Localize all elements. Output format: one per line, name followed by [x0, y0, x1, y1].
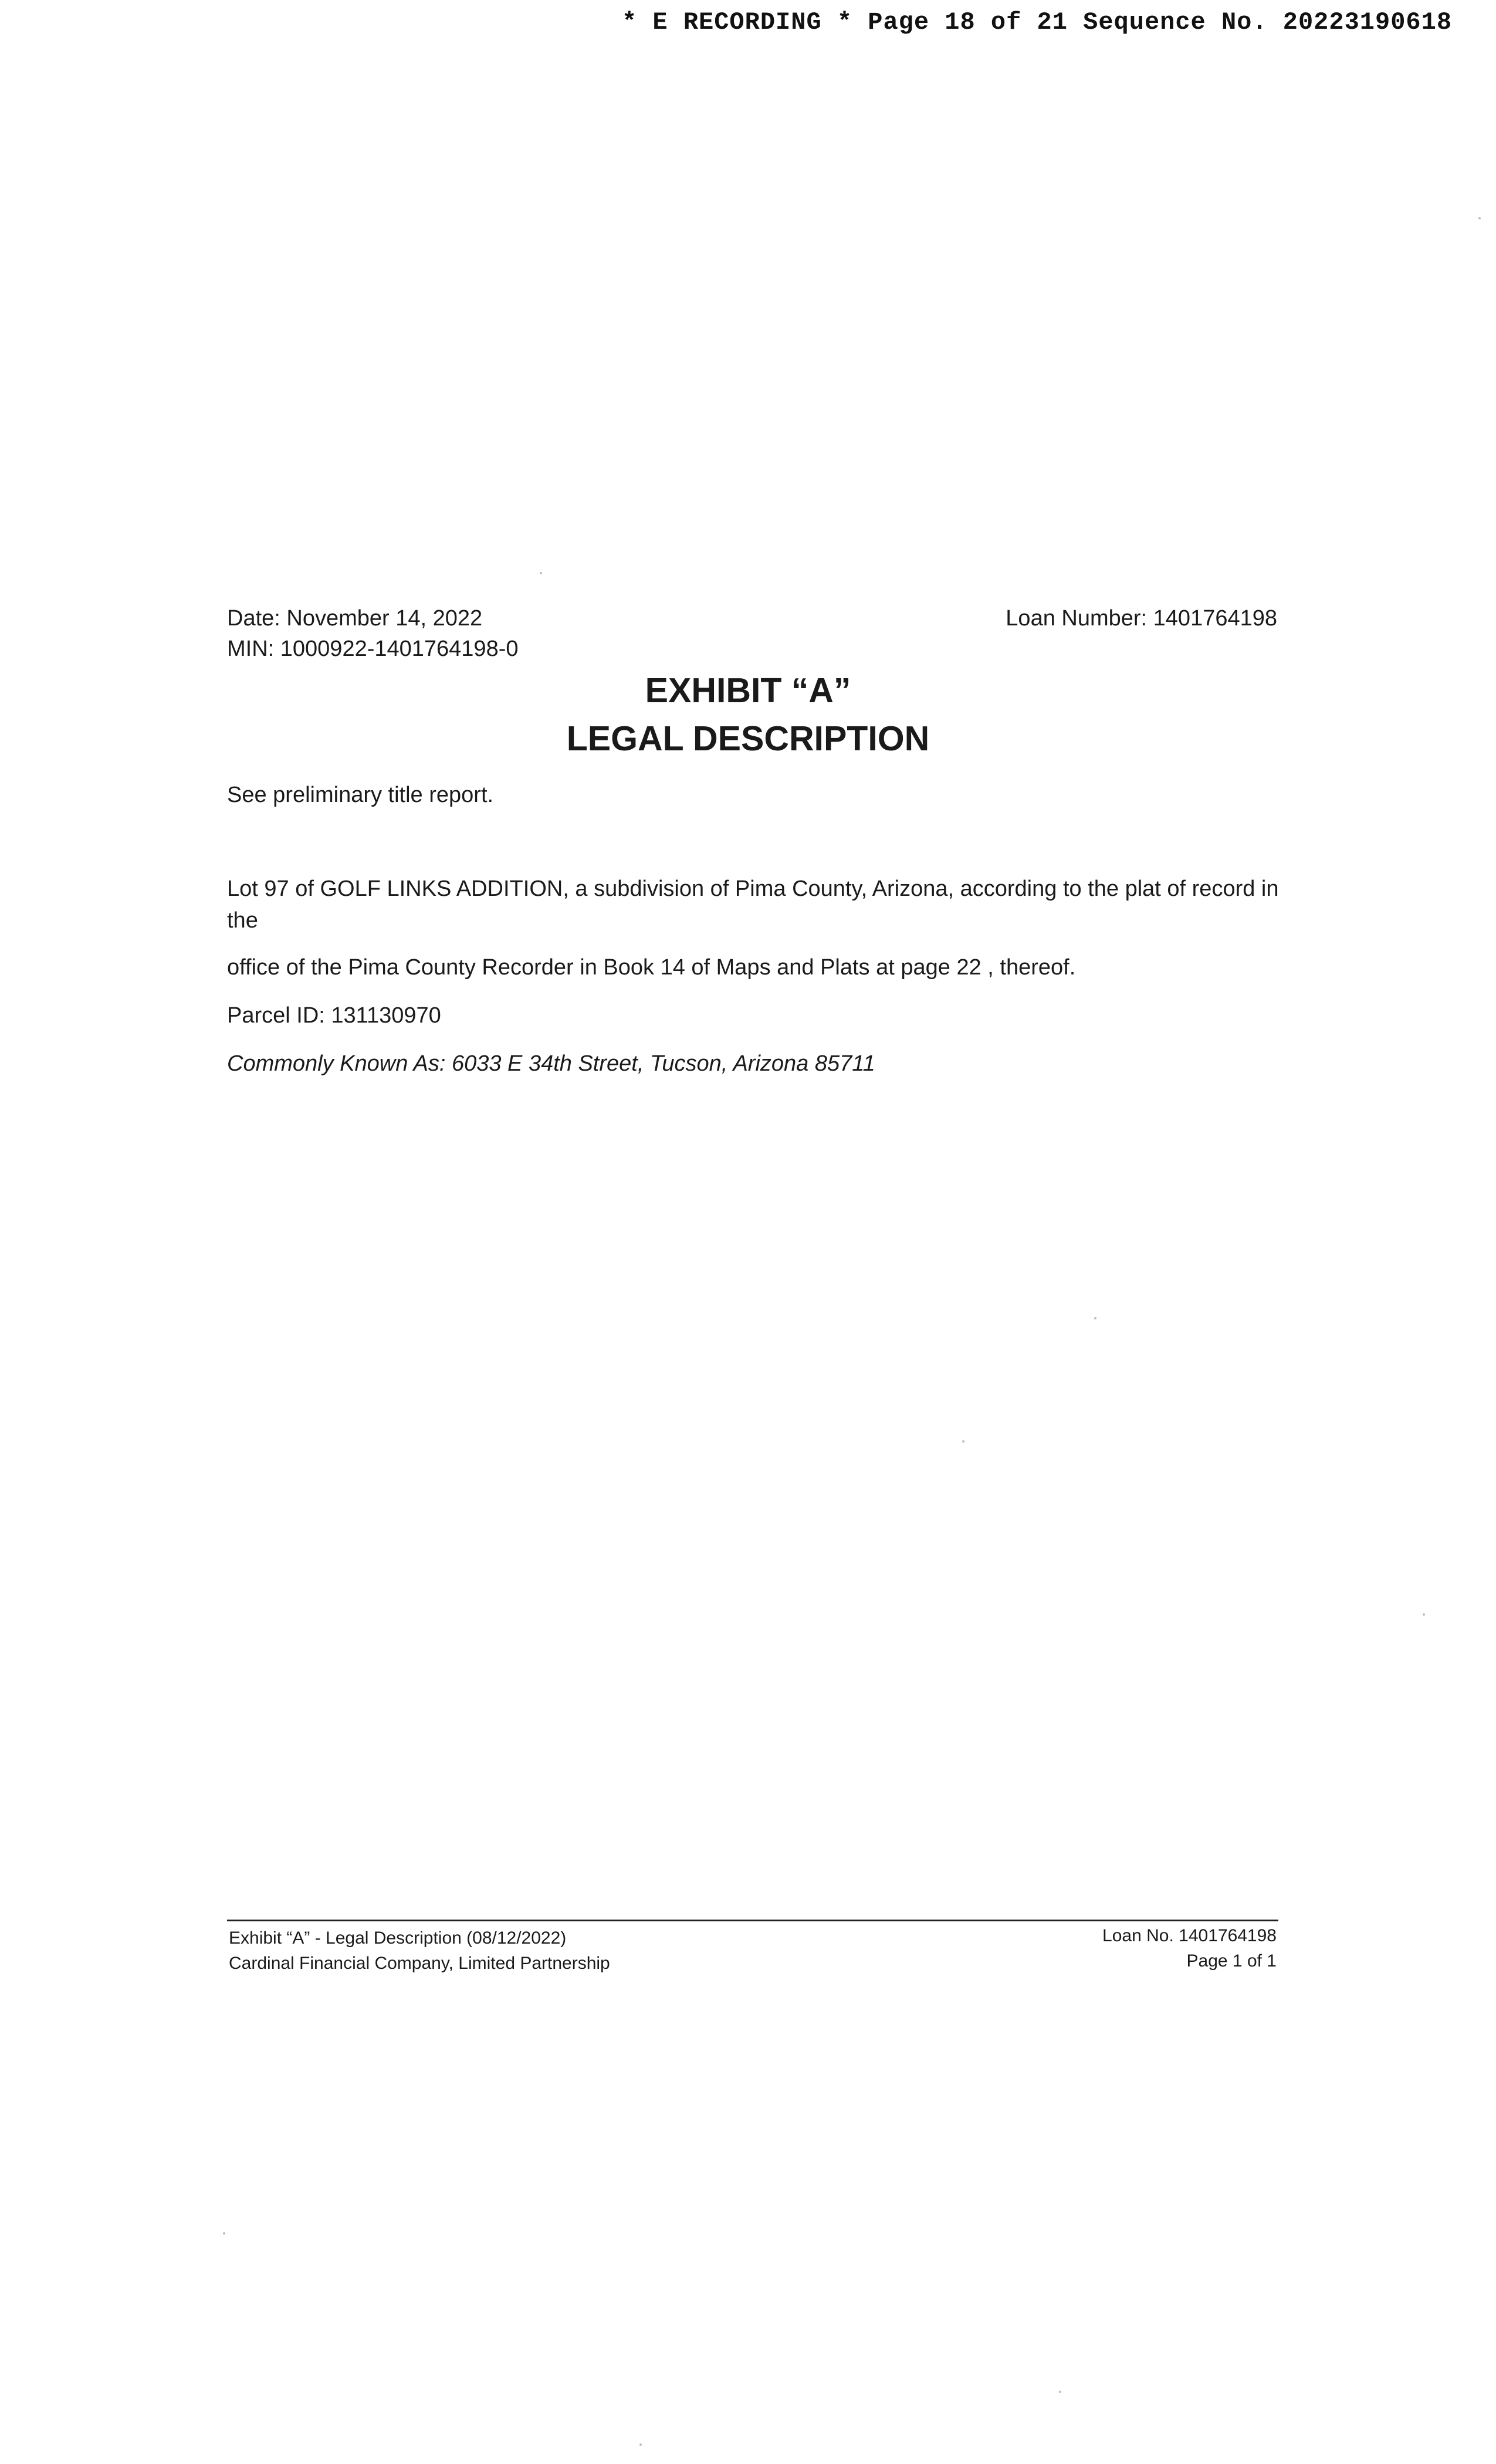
scan-speck: [1478, 217, 1481, 219]
scan-speck: [1094, 1317, 1096, 1319]
footer-document-title: Exhibit “A” - Legal Description (08/12/2022): [229, 1928, 567, 1948]
exhibit-title: EXHIBIT “A”: [645, 671, 851, 710]
min-number: MIN: 1000922-1401764198-0: [227, 637, 519, 661]
see-title-report: See preliminary title report.: [227, 783, 494, 807]
lot-description-line-1: Lot 97 of GOLF LINKS ADDITION, a subdivision of Pima County, Arizona, according to the plat of record in: [227, 876, 1279, 901]
scan-speck: [1059, 2391, 1061, 2393]
recorder-office-line: office of the Pima County Recorder in Book 14 of Maps and Plats at page 22 , thereof.: [227, 955, 1076, 980]
footer-company: Cardinal Financial Company, Limited Partnership: [229, 1954, 610, 1973]
footer-page-number: Page 1 of 1: [1186, 1951, 1277, 1971]
scan-speck: [962, 1440, 964, 1443]
footer-left: [229, 1925, 610, 1976]
legal-description-title: LEGAL DESCRIPTION: [566, 719, 930, 758]
scan-speck: [1423, 1613, 1425, 1616]
header-left: [227, 603, 519, 664]
loan-number: Loan Number: 1401764198: [1006, 606, 1277, 631]
footer-divider: [227, 1920, 1278, 1921]
footer-loan-number: Loan No. 1401764198: [1102, 1926, 1277, 1945]
scan-speck: [540, 572, 542, 574]
footer-right: [1102, 1923, 1277, 1974]
parcel-id: Parcel ID: 131130970: [227, 1003, 441, 1028]
scan-speck: [639, 2443, 642, 2446]
scan-speck: [223, 2232, 225, 2235]
commonly-known-as: Commonly Known As: 6033 E 34th Street, Tucson, Arizona 85711: [227, 1051, 875, 1076]
recording-stamp: * E RECORDING * Page 18 of 21 Sequence No. 20223190618: [622, 8, 1453, 36]
document-date: Date: November 14, 2022: [227, 606, 483, 631]
document-title: [0, 666, 1496, 763]
lot-description-line-2: the: [227, 908, 258, 933]
